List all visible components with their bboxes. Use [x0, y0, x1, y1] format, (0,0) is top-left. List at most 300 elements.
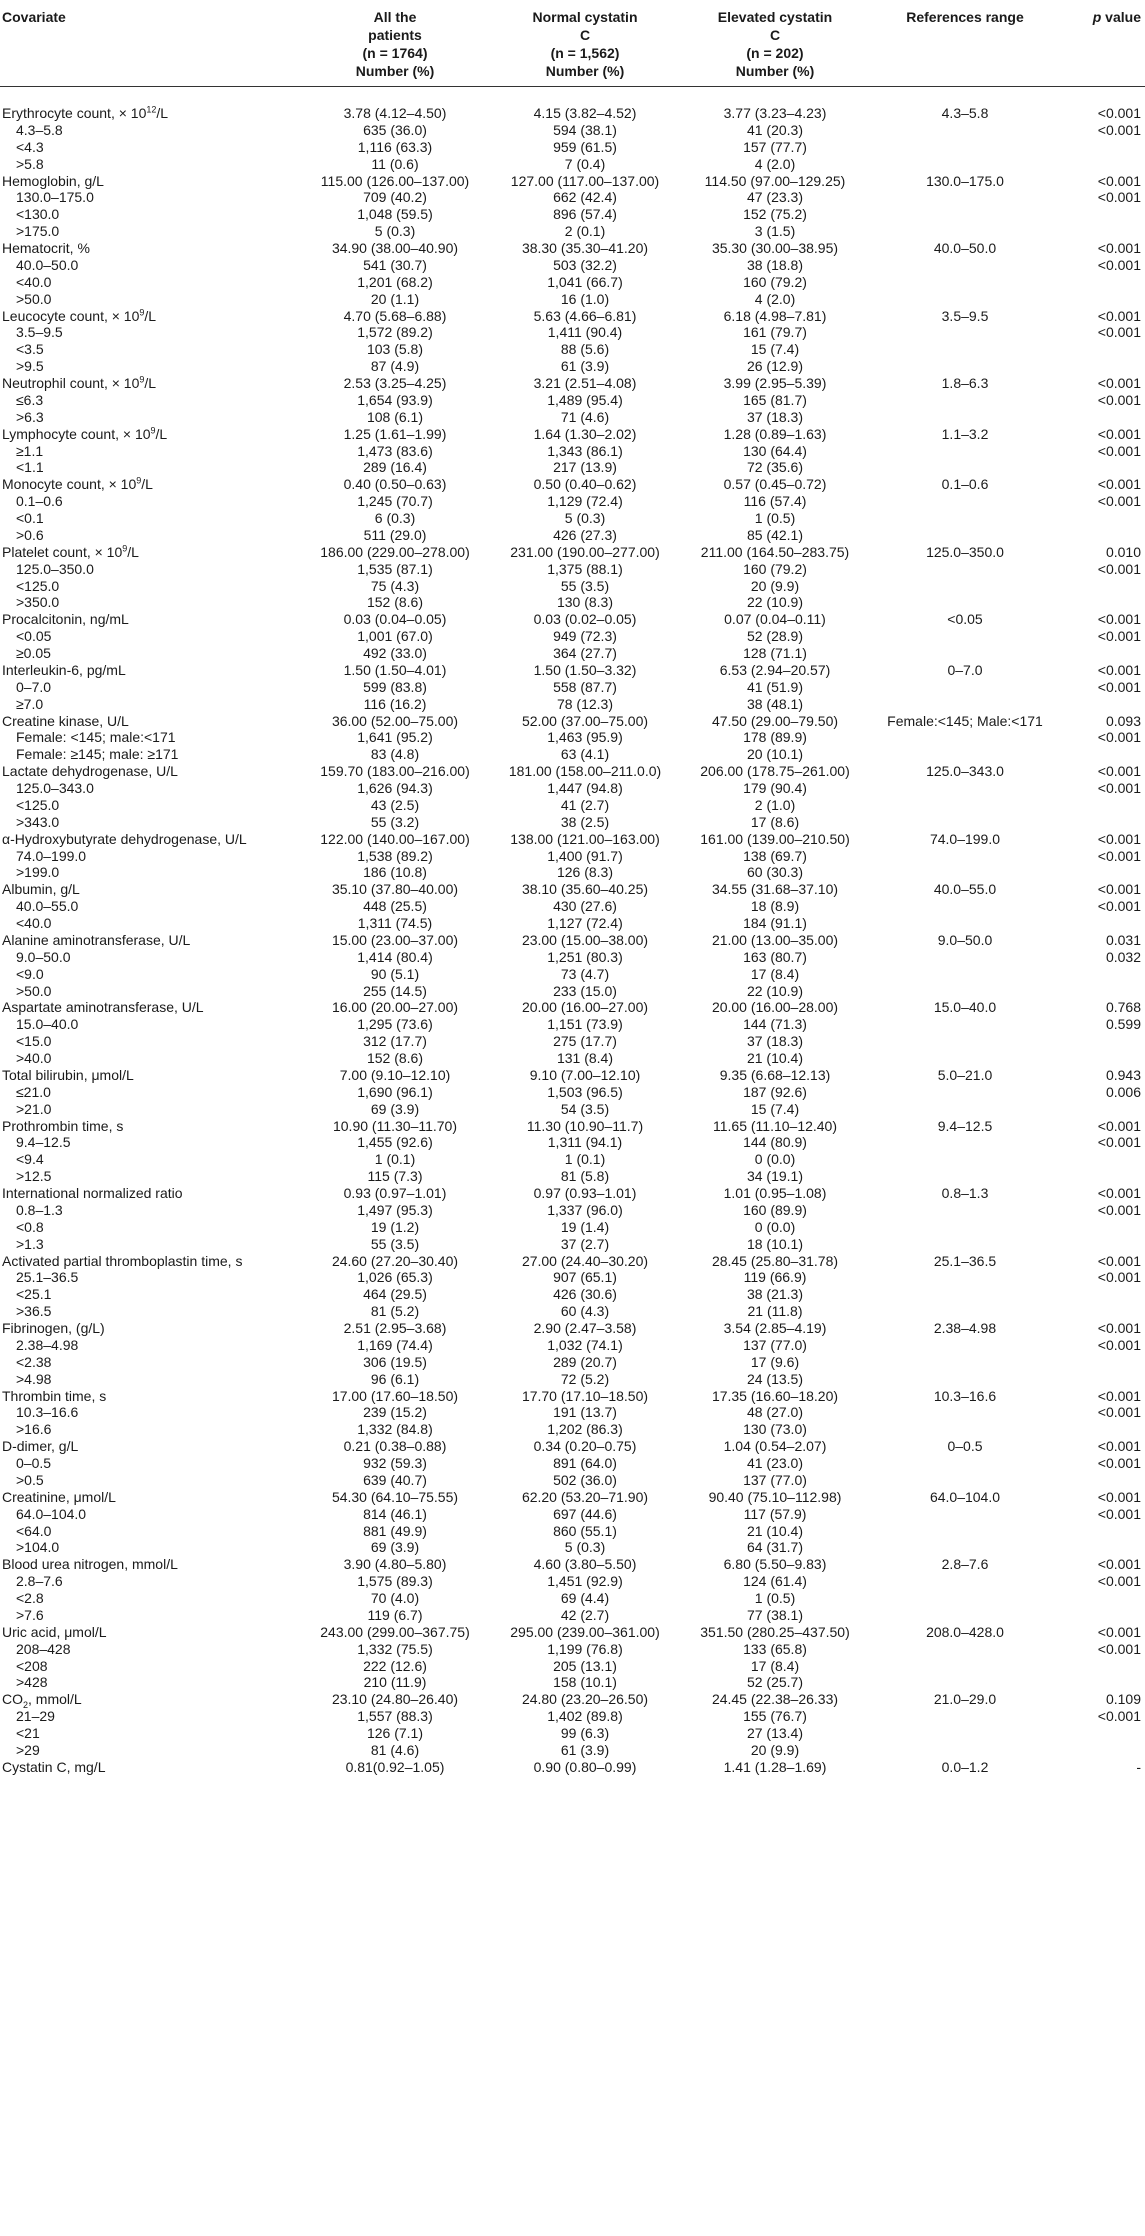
elevated-cystatin-value: 34.55 (31.68–37.10)	[711, 881, 839, 898]
all-patients-value: 1,048 (59.5)	[357, 206, 433, 223]
p-value: <0.001	[1097, 493, 1141, 510]
p-value: <0.001	[1097, 560, 1141, 577]
table-row	[0, 713, 1145, 730]
covariate-label: >7.6	[16, 1606, 44, 1623]
covariate-label: <0.1	[16, 510, 44, 526]
table-subrow	[0, 1202, 1145, 1219]
table-subrow	[0, 1455, 1145, 1472]
covariate-label: >428	[16, 1674, 48, 1691]
covariate-label: 10.3–16.6	[16, 1404, 79, 1421]
covariate-label: 25.1–36.5	[16, 1269, 79, 1286]
covariate-label: 64.0–104.0	[16, 1505, 87, 1522]
reference-range-value	[870, 206, 1060, 223]
all-patients-value: 639 (40.7)	[363, 1471, 427, 1488]
reference-range-value: 74.0–199.0	[929, 830, 1001, 847]
reference-range-value	[870, 1455, 1060, 1472]
elevated-cystatin-value: 21 (11.8)	[747, 1303, 803, 1320]
reference-range-value: 1.8–6.3	[941, 375, 989, 391]
p-value	[1060, 1674, 1145, 1691]
table-subrow	[0, 1303, 1145, 1320]
reference-range-value	[870, 594, 1060, 611]
reference-range-value	[870, 291, 1060, 308]
p-value: <0.001	[1097, 661, 1141, 678]
all-patients-value: 116 (16.2)	[363, 695, 427, 712]
table-subrow	[0, 679, 1145, 696]
all-patients-value: 24.60 (27.20–30.40)	[331, 1252, 459, 1269]
table-subrow	[0, 1050, 1145, 1067]
p-value: <0.001	[1097, 1387, 1141, 1404]
covariate-label: $CO_2$, mmol/L	[2, 1691, 82, 1711]
normal-cystatin-value: 1,375 (88.1)	[547, 560, 623, 577]
reference-range-value: 64.0–104.0	[929, 1488, 1001, 1505]
reference-range-value	[870, 1506, 1060, 1523]
table-subrow	[0, 1573, 1145, 1590]
covariate-label: 3.5–9.5	[16, 324, 63, 341]
covariate-label: >36.5	[16, 1303, 52, 1320]
elevated-cystatin-value: 144 (71.3)	[743, 1016, 807, 1033]
all-patients-value: 881 (49.9)	[363, 1522, 427, 1539]
table-subrow	[0, 797, 1145, 814]
all-patients-value: 1,690 (96.1)	[357, 1083, 433, 1100]
elevated-cystatin-value: 38 (48.1)	[746, 695, 804, 712]
covariate-label: >104.0	[16, 1539, 60, 1556]
p-value: <0.001	[1097, 442, 1141, 459]
table-subrow	[0, 392, 1145, 409]
reference-range-value	[870, 1523, 1060, 1540]
p-value: <0.001	[1097, 1623, 1141, 1640]
normal-cystatin-value: 42 (2.7)	[560, 1606, 610, 1623]
reference-range-value	[870, 1674, 1060, 1691]
elevated-cystatin-value: 3.54 (2.85–4.19)	[723, 1320, 827, 1336]
reference-range-value: 0–0.5	[947, 1438, 983, 1455]
normal-cystatin-value: 1,337 (96.0)	[547, 1201, 623, 1218]
covariate-label: >0.5	[16, 1471, 44, 1488]
elevated-cystatin-value: 124 (61.4)	[743, 1573, 807, 1590]
p-value	[1060, 291, 1145, 308]
p-value	[1060, 594, 1145, 611]
covariate-label: Leucocyte count, × $10^9/L$	[2, 306, 157, 324]
all-patients-value: 0.40 (0.50–0.63)	[343, 476, 447, 493]
normal-cystatin-value: 23.00 (15.00–38.00)	[521, 931, 649, 948]
normal-cystatin-value: 430 (27.6)	[553, 898, 617, 915]
all-patients-value: 492 (33.0)	[363, 645, 427, 661]
reference-range-value	[870, 679, 1060, 696]
p-value	[1060, 1219, 1145, 1236]
all-patients-value: 312 (17.7)	[363, 1033, 427, 1050]
reference-range-value	[870, 1590, 1060, 1607]
reference-range-value	[870, 1742, 1060, 1759]
covariate-label: 208–428	[16, 1640, 71, 1657]
all-patients-value: 23.10 (24.80–26.40)	[331, 1691, 459, 1708]
covariate-label: <40.0	[16, 915, 52, 931]
table-subrow	[0, 1337, 1145, 1354]
p-value: <0.001	[1097, 1505, 1141, 1522]
header-p-value	[1060, 0, 1145, 87]
table-row	[0, 1320, 1145, 1337]
reference-range-value	[870, 1371, 1060, 1388]
all-patients-value: 126 (7.1)	[366, 1725, 424, 1741]
table-subrow	[0, 1016, 1145, 1033]
elevated-cystatin-value: 41 (20.3)	[746, 121, 804, 138]
all-patients-value: 1,332 (84.8)	[357, 1421, 433, 1438]
table-subrow	[0, 1101, 1145, 1118]
normal-cystatin-value: 2.90 (2.47–3.58)	[533, 1320, 637, 1336]
table-subrow	[0, 358, 1145, 375]
all-patients-value: 3.78 (4.12–4.50)	[343, 105, 447, 121]
all-patients-value: 81 (4.6)	[370, 1741, 420, 1758]
reference-range-value	[870, 729, 1060, 746]
elevated-cystatin-value: 187 (92.6)	[743, 1083, 807, 1100]
reference-range-value	[870, 848, 1060, 865]
elevated-cystatin-value: 52 (25.7)	[746, 1674, 804, 1691]
covariate-label: 125.0–350.0	[16, 560, 94, 577]
all-patients-value: 108 (6.1)	[366, 408, 424, 425]
elevated-cystatin-value: 17 (8.4)	[750, 965, 800, 982]
covariate-label: 125.0–343.0	[16, 780, 94, 796]
table-row	[0, 308, 1145, 325]
table-subrow	[0, 966, 1145, 983]
all-patients-value: 0.93 (0.97–1.01)	[343, 1185, 447, 1201]
covariate-label: 9.0–50.0	[16, 948, 71, 965]
covariate-label: <21	[16, 1725, 40, 1741]
normal-cystatin-value: 54 (3.5)	[560, 1100, 610, 1117]
elevated-cystatin-value: 160 (79.2)	[743, 560, 807, 577]
normal-cystatin-value: 62.20 (53.20–71.90)	[521, 1488, 649, 1505]
table-subrow	[0, 1708, 1145, 1725]
p-value	[1060, 1472, 1145, 1489]
normal-cystatin-value: 205 (13.1)	[553, 1657, 617, 1674]
reference-range-value: 5.0–21.0	[937, 1066, 993, 1083]
covariate-label: >50.0	[16, 982, 52, 999]
p-value: <0.001	[1097, 256, 1141, 273]
covariate-label: 0–7.0	[16, 678, 52, 695]
all-patients-value: 103 (5.8)	[366, 341, 424, 358]
normal-cystatin-value: 217 (13.9)	[553, 459, 617, 476]
table-subrow	[0, 156, 1145, 173]
p-value: <0.001	[1097, 172, 1141, 189]
p-value	[1060, 1236, 1145, 1253]
all-patients-value: 96 (6.1)	[370, 1370, 420, 1387]
table-subrow	[0, 898, 1145, 915]
covariate-label: Total bilirubin, μmol/L	[2, 1066, 134, 1083]
reference-range-value	[870, 341, 1060, 358]
covariate-label: <9.0	[16, 965, 44, 982]
reference-range-value: 3.5–9.5	[941, 307, 989, 324]
covariate-label: Interleukin-6, pg/mL	[2, 661, 126, 678]
table-subrow	[0, 848, 1145, 865]
covariate-label: Creatine kinase, U/L	[2, 712, 129, 729]
elevated-cystatin-value: 9.35 (6.68–12.13)	[719, 1066, 831, 1083]
table-row	[0, 476, 1145, 493]
normal-cystatin-value: 0.90 (0.80–0.99)	[533, 1758, 637, 1775]
reference-range-value	[870, 1286, 1060, 1303]
table-subrow	[0, 1371, 1145, 1388]
all-patients-value: 1,169 (74.4)	[357, 1336, 433, 1353]
reference-range-value	[870, 1219, 1060, 1236]
all-patients-value: 36.00 (52.00–75.00)	[331, 712, 459, 729]
table-subrow	[0, 1506, 1145, 1523]
elevated-cystatin-value: 17.35 (16.60–18.20)	[711, 1387, 839, 1404]
all-patients-value: 635 (36.0)	[363, 121, 427, 138]
reference-range-value	[870, 898, 1060, 915]
reference-range-value	[870, 983, 1060, 1000]
all-patients-value: 1,641 (95.2)	[357, 729, 433, 746]
reference-range-value: 208.0–428.0	[926, 1623, 1004, 1640]
all-patients-value: 69 (3.9)	[370, 1539, 420, 1556]
normal-cystatin-value: 9.10 (7.00–12.10)	[529, 1066, 641, 1083]
reference-range-value	[870, 1236, 1060, 1253]
table-subrow	[0, 189, 1145, 206]
p-value: <0.001	[1097, 830, 1141, 847]
normal-cystatin-value: 5.63 (4.66–6.81)	[533, 307, 637, 324]
table-header	[0, 0, 1145, 87]
elevated-cystatin-value: 37 (18.3)	[746, 408, 804, 425]
elevated-cystatin-value: 138 (69.7)	[743, 847, 807, 864]
table-subrow	[0, 443, 1145, 460]
normal-cystatin-value: 0.34 (0.20–0.75)	[533, 1438, 637, 1455]
elevated-cystatin-value: 160 (79.2)	[743, 273, 807, 290]
normal-cystatin-value: 37 (2.7)	[560, 1235, 610, 1252]
reference-range-value: 2.8–7.6	[941, 1556, 989, 1573]
normal-cystatin-value: 63 (4.1)	[560, 746, 610, 763]
normal-cystatin-value: 295.00 (239.00–361.00)	[510, 1623, 660, 1640]
reference-range-value	[870, 459, 1060, 476]
covariate-label: Female: ≥145; male: ≥171	[16, 746, 179, 763]
table-subrow	[0, 1472, 1145, 1489]
normal-cystatin-value: 1,202 (86.3)	[547, 1421, 623, 1438]
table-subrow	[0, 324, 1145, 341]
normal-cystatin-value: 55 (3.5)	[560, 577, 610, 594]
table-subrow	[0, 1269, 1145, 1286]
normal-cystatin-value: 181.00 (158.00–211.0.0)	[508, 763, 662, 780]
table-subrow	[0, 729, 1145, 746]
covariate-label: D-dimer, g/L	[2, 1438, 79, 1455]
normal-cystatin-value: 41 (2.7)	[560, 796, 610, 813]
normal-cystatin-value: 0.03 (0.02–0.05)	[533, 611, 637, 628]
p-value: <0.001	[1097, 678, 1141, 695]
p-value	[1060, 1303, 1145, 1320]
all-patients-value: 541 (30.7)	[363, 256, 427, 273]
all-patients-value: 1,311 (74.5)	[357, 915, 433, 931]
elevated-cystatin-value: 0 (0.0)	[754, 1218, 796, 1235]
all-patients-value: 7.00 (9.10–12.10)	[339, 1066, 451, 1083]
covariate-label: 74.0–199.0	[16, 847, 87, 864]
covariate-label: Erythrocyte count, × $10^{12}/L$	[2, 104, 169, 121]
all-patients-value: 55 (3.5)	[370, 1235, 420, 1252]
table-subrow	[0, 814, 1145, 831]
all-patients-value: 464 (29.5)	[363, 1286, 427, 1303]
covariate-label: >175.0	[16, 223, 60, 240]
covariate-label: <25.1	[16, 1286, 52, 1303]
normal-cystatin-value: 38 (2.5)	[560, 813, 610, 830]
covariate-label: 130.0–175.0	[16, 189, 94, 206]
reference-range-value	[870, 139, 1060, 156]
p-value	[1060, 814, 1145, 831]
p-value: <0.001	[1097, 1269, 1141, 1286]
elevated-cystatin-value: 37 (18.3)	[746, 1033, 804, 1050]
normal-cystatin-value: 1,463 (95.9)	[547, 729, 623, 746]
table-subrow	[0, 1421, 1145, 1438]
header-covariate: Covariate	[0, 0, 300, 87]
all-patients-value: 243.00 (299.00–367.75)	[320, 1623, 470, 1640]
table-subrow	[0, 206, 1145, 223]
reference-range-value	[870, 915, 1060, 932]
reference-range-value: 9.4–12.5	[937, 1117, 993, 1134]
elevated-cystatin-value: 178 (89.9)	[743, 729, 807, 746]
elevated-cystatin-value: 179 (90.4)	[743, 780, 807, 796]
elevated-cystatin-value: 3 (1.5)	[754, 223, 796, 240]
all-patients-value: 75 (4.3)	[370, 577, 420, 594]
reference-range-value: 4.3–5.8	[941, 105, 989, 121]
table-subrow	[0, 1168, 1145, 1185]
p-value: <0.001	[1097, 1252, 1141, 1269]
all-patients-value: 1,455 (92.6)	[357, 1134, 433, 1151]
normal-cystatin-value: 78 (12.3)	[556, 695, 614, 712]
covariate-label: >343.0	[16, 813, 60, 830]
all-patients-value: 0.81(0.92–1.05)	[345, 1758, 445, 1775]
p-value	[1060, 746, 1145, 763]
elevated-cystatin-value: 85 (42.1)	[746, 526, 804, 543]
normal-cystatin-value: 60 (4.3)	[560, 1303, 610, 1320]
table-row	[0, 831, 1145, 848]
covariate-label: Monocyte count, × $10^9/L$	[2, 475, 153, 493]
all-patients-value: 1,116 (63.3)	[357, 138, 433, 155]
normal-cystatin-value: 896 (57.4)	[553, 206, 617, 223]
normal-cystatin-value: 52.00 (37.00–75.00)	[521, 712, 649, 729]
reference-range-value	[870, 1641, 1060, 1658]
table-subrow	[0, 257, 1145, 274]
covariate-label: <3.5	[16, 341, 44, 358]
header-line: Number (%)	[545, 63, 625, 79]
elevated-cystatin-value: 22 (10.9)	[746, 982, 804, 999]
p-value: 0.093	[1105, 712, 1141, 729]
table-subrow	[0, 915, 1145, 932]
table-row	[0, 1067, 1145, 1084]
elevated-cystatin-value: 117 (57.9)	[743, 1505, 807, 1522]
table-subrow	[0, 561, 1145, 578]
normal-cystatin-value: 233 (15.0)	[553, 982, 617, 999]
header-line: Normal cystatin	[532, 9, 638, 25]
normal-cystatin-value: 81 (5.8)	[560, 1168, 610, 1185]
elevated-cystatin-value: 3.99 (2.95–5.39)	[723, 375, 827, 391]
all-patients-value: 20 (1.1)	[370, 290, 420, 307]
reference-range-value: 0.8–1.3	[941, 1185, 989, 1201]
covariate-label: Fibrinogen, (g/L)	[2, 1320, 105, 1336]
reference-range-value	[870, 966, 1060, 983]
elevated-cystatin-value: 128 (71.1)	[743, 645, 807, 661]
elevated-cystatin-value: 21 (10.4)	[746, 1522, 804, 1539]
normal-cystatin-value: 38.30 (35.30–41.20)	[521, 240, 649, 256]
p-value: <0.001	[1097, 1573, 1141, 1590]
p-value	[1060, 206, 1145, 223]
elevated-cystatin-value: 160 (89.9)	[743, 1201, 807, 1218]
reference-range-value	[870, 1421, 1060, 1438]
covariate-label: ≥1.1	[16, 442, 44, 459]
covariate-label: Alanine aminotransferase, U/L	[2, 931, 191, 948]
normal-cystatin-value: 1,311 (94.1)	[547, 1134, 623, 1151]
table-subrow	[0, 274, 1145, 291]
all-patients-value: 2.53 (3.25–4.25)	[343, 375, 447, 391]
elevated-cystatin-value: 17 (9.6)	[750, 1353, 800, 1370]
all-patients-value: 34.90 (38.00–40.90)	[331, 240, 459, 256]
p-value	[1060, 1033, 1145, 1050]
p-value: <0.001	[1097, 324, 1141, 341]
normal-cystatin-value: 1,503 (96.5)	[547, 1083, 623, 1100]
all-patients-value: 11 (0.6)	[371, 155, 419, 172]
normal-cystatin-value: 1,032 (74.1)	[547, 1336, 623, 1353]
table-subrow	[0, 1134, 1145, 1151]
all-patients-value: 35.10 (37.80–40.00)	[331, 881, 459, 898]
normal-cystatin-value: 131 (8.4)	[556, 1050, 614, 1066]
elevated-cystatin-value: 3.77 (3.23–4.23)	[723, 105, 827, 121]
covariate-label: >29	[16, 1741, 40, 1758]
all-patients-value: 81 (5.2)	[370, 1303, 420, 1320]
elevated-cystatin-value: 72 (35.6)	[746, 459, 804, 476]
reference-range-value	[870, 1573, 1060, 1590]
covariate-label: 4.3–5.8	[16, 121, 63, 138]
normal-cystatin-value: 2 (0.1)	[564, 223, 606, 240]
header-line: Number (%)	[735, 63, 815, 79]
covariate-label: >4.98	[16, 1370, 52, 1387]
normal-cystatin-value: 1,041 (66.7)	[547, 273, 623, 290]
reference-range-value	[870, 392, 1060, 409]
table-subrow	[0, 983, 1145, 1000]
p-value	[1060, 696, 1145, 713]
reference-range-value	[870, 122, 1060, 139]
all-patients-value: 289 (16.4)	[363, 459, 427, 476]
normal-cystatin-value: 426 (27.3)	[553, 526, 617, 543]
elevated-cystatin-value: 1.04 (0.54–2.07)	[723, 1438, 827, 1455]
table-subrow	[0, 1033, 1145, 1050]
all-patients-value: 448 (25.5)	[363, 898, 427, 915]
normal-cystatin-value: 19 (1.4)	[560, 1218, 610, 1235]
normal-cystatin-value: 191 (13.7)	[553, 1404, 617, 1421]
reference-range-value	[870, 797, 1060, 814]
reference-range-value	[870, 1607, 1060, 1624]
covariate-label: Thrombin time, s	[2, 1387, 107, 1404]
p-value: <0.001	[1097, 307, 1141, 324]
table-subrow	[0, 1354, 1145, 1371]
normal-cystatin-value: 69 (4.4)	[560, 1590, 610, 1606]
reference-range-value	[870, 1337, 1060, 1354]
reference-range-value: Female:<145; Male:<171	[887, 712, 1043, 729]
elevated-cystatin-value: 47.50 (29.00–79.50)	[711, 712, 839, 729]
reference-range-value: 0–7.0	[947, 661, 983, 678]
elevated-cystatin-value: 165 (81.7)	[743, 391, 807, 408]
all-patients-value: 0.03 (0.04–0.05)	[343, 611, 447, 628]
elevated-cystatin-value: 155 (76.7)	[743, 1708, 807, 1725]
p-value	[1060, 1050, 1145, 1067]
table-subrow	[0, 594, 1145, 611]
header-line: (n = 202)	[746, 45, 804, 61]
elevated-cystatin-value: 21 (10.4)	[746, 1050, 804, 1066]
table-subrow	[0, 1641, 1145, 1658]
covariate-label: <64.0	[16, 1522, 52, 1539]
reference-range-value	[870, 274, 1060, 291]
p-value	[1060, 983, 1145, 1000]
reference-range-value: 15.0–40.0	[933, 999, 997, 1016]
reference-range-value	[870, 1269, 1060, 1286]
reference-range-value	[870, 1016, 1060, 1033]
all-patients-value: 159.70 (183.00–216.00)	[320, 763, 470, 780]
p-value: <0.001	[1097, 1455, 1141, 1471]
all-patients-value: 10.90 (11.30–11.70)	[332, 1117, 458, 1134]
all-patients-value: 1,654 (93.9)	[357, 391, 433, 408]
p-value: <0.001	[1097, 476, 1141, 493]
p-value: 0.031	[1105, 931, 1141, 948]
table-subrow	[0, 1523, 1145, 1540]
table-subrow	[0, 1725, 1145, 1742]
